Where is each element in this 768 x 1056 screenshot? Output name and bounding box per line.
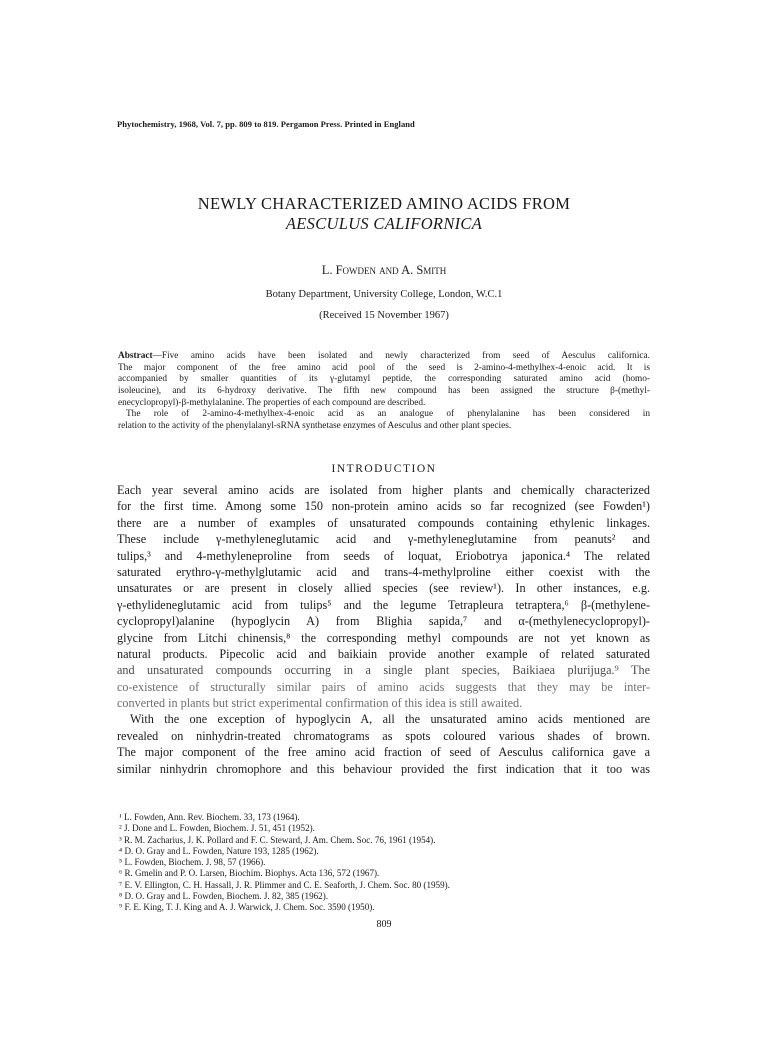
body-line: for the first time. Among some 150 non-protein amino acids so far recognized (see Fowden¹) (117, 499, 650, 514)
authors: L. Fowden and A. Smith (321, 263, 447, 277)
abstract-line: relation to the activity of the phenylalanyl-sRNA synthetase enzymes of Aesculus and other plant species. (118, 421, 512, 432)
body-line: γ-ethylideneglutamic acid from tulips⁵ and the legume Tetrapleura tetraptera,⁶ β-(methylene- (117, 597, 650, 612)
article-title-line-1: NEWLY CHARACTERIZED AMINO ACIDS FROM (197, 194, 571, 213)
body-line: revealed on ninhydrin-treated chromatograms as spots coloured various shades of brown. (117, 728, 650, 743)
reference-item: ⁴ D. O. Gray and L. Fowden, Nature 193, 1285 (1962). (119, 845, 319, 856)
body-line: These include γ-methyleneglutamic acid and γ-methyleneglutamine from peanuts² and (117, 532, 650, 547)
journal-citation-line: Phytochemistry, 1968, Vol. 7, pp. 809 to 819. Pergamon Press. Printed in England (117, 119, 415, 129)
reference-item: ⁵ L. Fowden, Biochem. J. 98, 57 (1966). (119, 857, 266, 868)
abstract-lead: Abstract (118, 351, 153, 361)
body-line: and unsaturated compounds occurring in a single plant species, Baikiaea plurijuga.⁹ The (117, 663, 650, 678)
reference-item: ⁸ D. O. Gray and L. Fowden, Biochem. J. 82, 385 (1962). (119, 891, 329, 902)
body-line: cyclopropyl)alanine (hypoglycin A) from Blighia sapida,⁷ and α-(methylenecyclopropyl)- (117, 614, 650, 629)
abstract-line: accompanied by smaller quantities of its γ-glutamyl peptide, the corresponding saturated amino acid (homo- (118, 374, 650, 385)
reference-item: ⁹ F. E. King, T. J. King and A. J. Warwick, J. Chem. Soc. 3590 (1950). (119, 902, 375, 913)
body-line: tulips,³ and 4-methyleneproline from seeds of loquat, Eriobotrya japonica.⁴ The related (117, 548, 650, 563)
body-line: With the one exception of hypoglycin A, all the unsaturated amino acids mentioned are (130, 712, 650, 727)
body-line: unsaturates or are present in closely allied species (see review¹). In other instances, e.g. (117, 581, 650, 596)
abstract (118, 351, 650, 433)
footnote-references (119, 812, 659, 914)
body-line: there are a number of examples of unsaturated compounds containing ethylenic linkages. (117, 515, 650, 530)
section-heading-introduction: INTRODUCTION (331, 463, 437, 475)
body-line: co-existence of structurally similar pairs of amino acids suggests that they may be inter- (117, 679, 650, 694)
abstract-line-text: —Five amino acids have been isolated and newly characterized from seed of Aesculus californica. (152, 351, 650, 361)
body-line: The major component of the free amino acid fraction of seed of Aesculus californica gave a (117, 745, 650, 760)
reference-item: ¹ L. Fowden, Ann. Rev. Biochem. 33, 173 (1964). (119, 812, 300, 822)
body-line: saturated erythro-γ-methylglutamic acid and trans-4-methylproline either coexist with the (117, 564, 650, 579)
introduction-body (117, 482, 650, 777)
page-number: 809 (376, 919, 392, 930)
reference-item: ⁶ R. Gmelin and P. O. Larsen, Biochim. Biophys. Acta 136, 572 (1967). (119, 868, 380, 879)
body-line: natural products. Pipecolic acid and baikiain provide another example of related saturated (117, 646, 650, 661)
body-line: Each year several amino acids are isolated from higher plants and chemically characterized (117, 483, 650, 497)
body-line: converted in plants but strict experimental confirmation of this idea is still awaited. (117, 696, 523, 711)
article-title-line-2: AESCULUS CALIFORNICA (285, 214, 483, 233)
abstract-line: The role of 2-amino-4-methylhex-4-enoic acid as an analogue of phenylalanine has been considered in (126, 409, 650, 420)
affiliation: Botany Department, University College, London, W.C.1 (265, 289, 503, 300)
reference-item: ³ R. M. Zacharius, J. K. Pollard and F. C. Steward, J. Am. Chem. Soc. 76, 1961 (1954). (119, 834, 436, 845)
abstract-line: isoleucine), and its 6-hydroxy derivative. The fifth new compound has been assigned the structure β-(methyl- (118, 386, 650, 397)
received-date: (Received 15 November 1967) (319, 310, 449, 321)
abstract-line: The major component of the free amino acid pool of the seed is 2-amino-4-methylhex-4-enoic acid. It is (118, 362, 650, 373)
reference-item: ⁷ E. V. Ellington, C. H. Hassall, J. R. Plimmer and C. E. Seaforth, J. Chem. Soc. 80 (1959). (119, 879, 450, 890)
abstract-line: enecyclopropyl)-β-methylalanine. The properties of each compound are described. (118, 397, 426, 408)
reference-item: ² J. Done and L. Fowden, Biochem. J. 51, 451 (1952). (119, 823, 315, 834)
abstract-line (118, 351, 650, 363)
body-line: similar ninhydrin chromophore and this behaviour provided the first indication that it too was (117, 761, 650, 776)
body-line: glycine from Litchi chinensis,⁸ the corresponding methyl compounds are not yet known as (117, 630, 650, 645)
